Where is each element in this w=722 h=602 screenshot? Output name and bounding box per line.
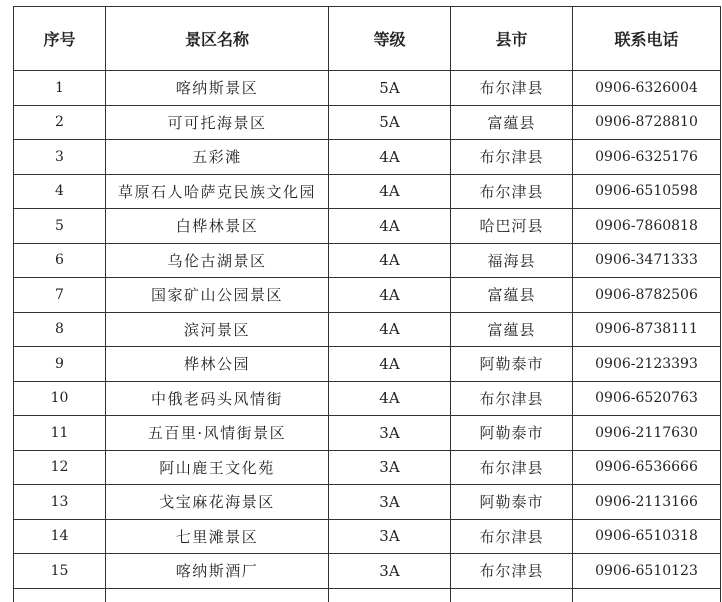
table-row [14,140,721,175]
table-row [14,71,721,106]
cell-grade: 4A [329,209,451,244]
cell-serial-number: 12 [14,450,106,485]
table-row [14,174,721,209]
empty-cell [106,588,329,602]
cell-county: 哈巴河县 [451,209,573,244]
cell-grade: 4A [329,174,451,209]
cell-phone: 0906-6325176 [573,140,721,175]
cell-scenic-name: 国家矿山公园景区 [106,278,329,313]
table-row [14,209,721,244]
empty-cell [573,588,721,602]
cell-grade: 4A [329,347,451,382]
cell-phone: 0906-6520763 [573,381,721,416]
cell-grade: 3A [329,450,451,485]
cell-grade: 4A [329,140,451,175]
header-serial-number: 序号 [14,7,106,71]
cell-scenic-name: 戈宝麻花海景区 [106,485,329,520]
empty-cell [451,588,573,602]
cell-serial-number: 7 [14,278,106,313]
cell-serial-number: 1 [14,71,106,106]
cell-county: 富蕴县 [451,105,573,140]
table-row [14,554,721,589]
empty-cell [14,588,106,602]
cell-serial-number: 13 [14,485,106,520]
cell-grade: 4A [329,312,451,347]
cell-scenic-name: 阿山鹿王文化苑 [106,450,329,485]
table-header-row [14,7,721,71]
cell-grade: 4A [329,278,451,313]
cell-grade: 3A [329,554,451,589]
cell-phone: 0906-3471333 [573,243,721,278]
cell-county: 布尔津县 [451,71,573,106]
cell-grade: 5A [329,105,451,140]
scenic-spot-table [13,6,721,602]
header-scenic-name: 景区名称 [106,7,329,71]
cell-county: 福海县 [451,243,573,278]
cell-grade: 4A [329,381,451,416]
cell-phone: 0906-6536666 [573,450,721,485]
cell-serial-number: 4 [14,174,106,209]
cell-scenic-name: 白桦林景区 [106,209,329,244]
cell-serial-number: 9 [14,347,106,382]
cell-serial-number: 15 [14,554,106,589]
cell-county: 布尔津县 [451,174,573,209]
table-row [14,312,721,347]
cell-phone: 0906-2117630 [573,416,721,451]
table-row [14,105,721,140]
cell-phone: 0906-2123393 [573,347,721,382]
cell-phone: 0906-6510123 [573,554,721,589]
table-body [14,71,721,602]
empty-cell [329,588,451,602]
cell-grade: 3A [329,519,451,554]
cell-county: 布尔津县 [451,554,573,589]
cell-serial-number: 2 [14,105,106,140]
cell-phone: 0906-8782506 [573,278,721,313]
table-row [14,243,721,278]
cell-scenic-name: 喀纳斯酒厂 [106,554,329,589]
cell-county: 布尔津县 [451,519,573,554]
cell-scenic-name: 滨河景区 [106,312,329,347]
cell-serial-number: 5 [14,209,106,244]
cell-scenic-name: 喀纳斯景区 [106,71,329,106]
cell-phone: 0906-6510598 [573,174,721,209]
table-row [14,519,721,554]
cell-county: 阿勒泰市 [451,485,573,520]
cell-county: 布尔津县 [451,450,573,485]
cell-scenic-name: 桦林公园 [106,347,329,382]
cell-county: 布尔津县 [451,381,573,416]
cell-grade: 3A [329,485,451,520]
header-phone: 联系电话 [573,7,721,71]
table-row [14,485,721,520]
cell-phone: 0906-7860818 [573,209,721,244]
cell-county: 富蕴县 [451,312,573,347]
table-row [14,278,721,313]
table-row [14,347,721,382]
table-row [14,381,721,416]
cell-scenic-name: 乌伦古湖景区 [106,243,329,278]
cell-scenic-name: 草原石人哈萨克民族文化园 [106,174,329,209]
cell-phone: 0906-6510318 [573,519,721,554]
header-county: 县市 [451,7,573,71]
cell-scenic-name: 可可托海景区 [106,105,329,140]
cell-county: 阿勒泰市 [451,347,573,382]
cell-serial-number: 8 [14,312,106,347]
cell-phone: 0906-8738111 [573,312,721,347]
cell-phone: 0906-2113166 [573,485,721,520]
cell-grade: 4A [329,243,451,278]
cell-serial-number: 6 [14,243,106,278]
cell-county: 布尔津县 [451,140,573,175]
cell-grade: 3A [329,416,451,451]
table-row [14,450,721,485]
cell-scenic-name: 五百里·风情街景区 [106,416,329,451]
cell-phone: 0906-6326004 [573,71,721,106]
cell-county: 富蕴县 [451,278,573,313]
cell-serial-number: 11 [14,416,106,451]
cell-scenic-name: 五彩滩 [106,140,329,175]
table-row-cutoff [14,588,721,602]
cell-serial-number: 10 [14,381,106,416]
cell-serial-number: 3 [14,140,106,175]
cell-grade: 5A [329,71,451,106]
header-grade: 等级 [329,7,451,71]
cell-county: 阿勒泰市 [451,416,573,451]
cell-serial-number: 14 [14,519,106,554]
cell-phone: 0906-8728810 [573,105,721,140]
table-row [14,416,721,451]
cell-scenic-name: 七里滩景区 [106,519,329,554]
cell-scenic-name: 中俄老码头风情街 [106,381,329,416]
